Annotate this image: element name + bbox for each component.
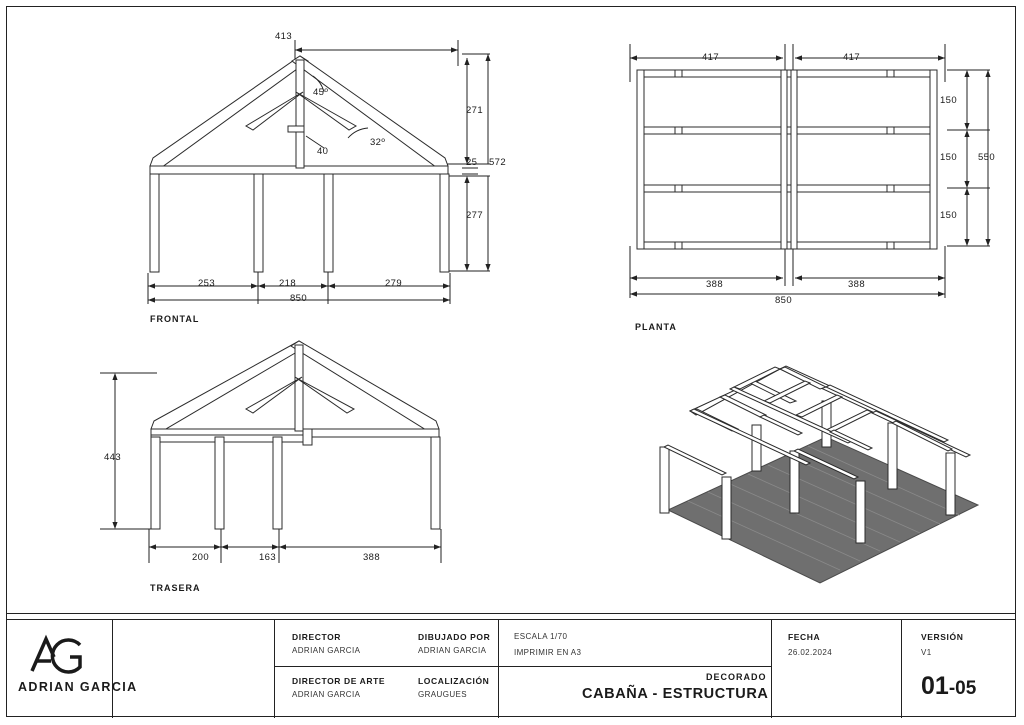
dim-trasera-388: 388 [363, 552, 381, 563]
field-value-version: V1 [921, 648, 932, 657]
dim-trasera-200: 200 [192, 552, 210, 563]
field-label-decorado: DECORADO [706, 672, 767, 682]
dim-frontal-413: 413 [275, 31, 293, 42]
dim-planta-150-1: 150 [940, 95, 958, 106]
dim-frontal-angle-brace: 32º [370, 137, 386, 148]
view-label-frontal: FRONTAL [150, 314, 200, 324]
field-value-scale: ESCALA 1/70 [514, 632, 568, 641]
dim-planta-388-left: 388 [706, 279, 724, 290]
dim-frontal-25: 25 [466, 157, 478, 168]
tb-divider-5 [901, 619, 902, 718]
field-label-director: DIRECTOR [292, 632, 342, 642]
view-planta-drawing [615, 30, 1015, 330]
dim-frontal-271: 271 [466, 105, 484, 116]
view-trasera-drawing [85, 325, 505, 595]
dim-frontal-218: 218 [279, 278, 297, 289]
dim-frontal-279: 279 [385, 278, 403, 289]
field-value-drawn-by: ADRIAN GARCIA [418, 646, 487, 655]
field-value-date: 26.02.2024 [788, 648, 833, 657]
sheet-number [921, 672, 976, 701]
view-label-planta: PLANTA [635, 322, 677, 332]
logo-wordmark: ADRIAN GARCIA [18, 680, 138, 694]
view-isometric-drawing [630, 325, 1010, 605]
field-label-drawn-by: DIBUJADO POR [418, 632, 491, 642]
field-label-art-director: DIRECTOR DE ARTE [292, 676, 386, 686]
tb-divider-3 [498, 619, 499, 718]
view-label-trasera: TRASERA [150, 583, 201, 593]
title-block [6, 613, 1016, 717]
field-label-date: FECHA [788, 632, 821, 642]
field-value-location: GRAUGUES [418, 690, 467, 699]
dim-planta-417-left: 417 [702, 52, 720, 63]
dim-frontal-277: 277 [466, 210, 484, 221]
field-label-version: VERSIÓN [921, 632, 964, 642]
sheet-number-value: 01 [921, 672, 949, 700]
dim-planta-417-right: 417 [843, 52, 861, 63]
dim-frontal-post-40: 40 [317, 146, 329, 157]
field-value-decorado: CABAÑA - ESTRUCTURA [582, 686, 769, 702]
tb-divider-1 [112, 619, 113, 718]
dim-planta-150-2: 150 [940, 152, 958, 163]
dim-planta-388-right: 388 [848, 279, 866, 290]
tb-divider-2 [274, 619, 275, 718]
tb-rule-top [6, 619, 1016, 620]
dim-frontal-253: 253 [198, 278, 216, 289]
field-value-print-note: IMPRIMIR EN A3 [514, 648, 582, 657]
dim-planta-850: 850 [775, 295, 793, 306]
field-value-director: ADRIAN GARCIA [292, 646, 361, 655]
sheet-number-suffix: -05 [948, 678, 977, 699]
dim-frontal-angle-ridge: 45º [313, 87, 329, 98]
view-frontal-drawing [110, 18, 620, 348]
dim-frontal-572: 572 [489, 157, 507, 168]
tb-rule-mid [274, 666, 771, 667]
field-value-art-director: ADRIAN GARCIA [292, 690, 361, 699]
dim-planta-150-3: 150 [940, 210, 958, 221]
dim-planta-550: 550 [978, 152, 996, 163]
dim-frontal-850: 850 [290, 293, 308, 304]
logo-mark [24, 631, 94, 677]
tb-divider-4 [771, 619, 772, 718]
dim-trasera-163: 163 [259, 552, 277, 563]
dim-trasera-443: 443 [104, 452, 122, 463]
field-label-location: LOCALIZACIÓN [418, 676, 490, 686]
